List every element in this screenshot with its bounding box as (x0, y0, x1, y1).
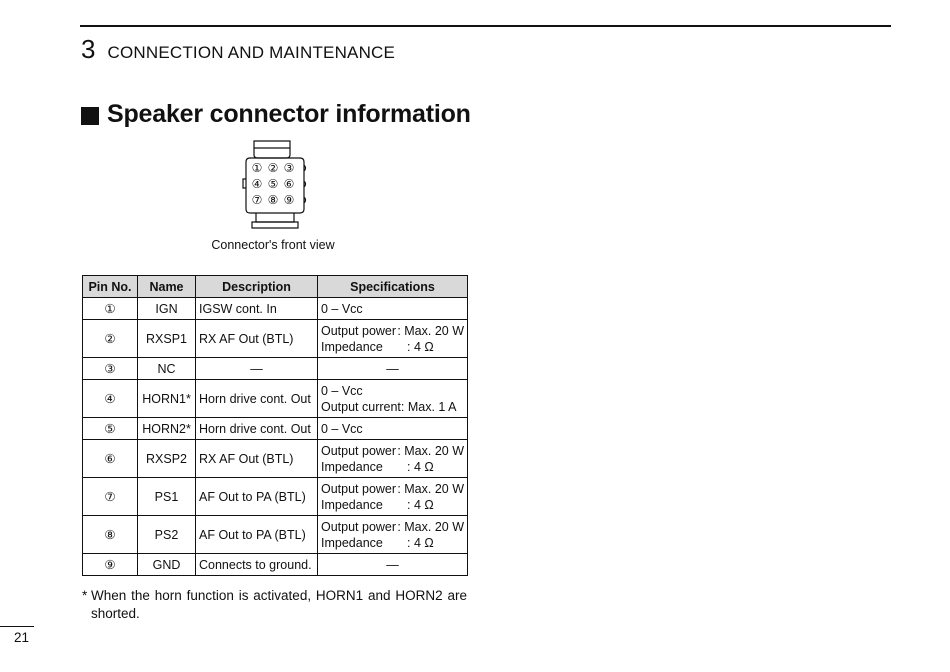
table-row (83, 418, 468, 440)
pin-label: ⑥ (283, 177, 295, 191)
spec-cell (318, 380, 468, 418)
spec-line (321, 459, 464, 475)
spec-line (321, 323, 464, 339)
pin-label: ⑦ (251, 193, 263, 207)
page-number-rule (0, 626, 34, 627)
spec-key: Output power (321, 443, 397, 458)
name-cell: PS2 (138, 516, 196, 554)
spec-line (321, 481, 464, 497)
square-bullet-icon (81, 107, 99, 125)
spec-cell (318, 554, 468, 576)
spec-cell (318, 478, 468, 516)
spec-value: : Max. 20 W (397, 481, 464, 496)
table-row (83, 478, 468, 516)
spec-key: Impedance (321, 535, 383, 550)
top-rule (80, 25, 891, 27)
footnote-marker: * (82, 588, 88, 603)
description-cell: AF Out to PA (BTL) (196, 478, 318, 516)
description-cell: Horn drive cont. Out (196, 380, 318, 418)
spec-line: 0 – Vcc (321, 301, 363, 316)
chapter-number: 3 (81, 34, 96, 64)
table-row (83, 358, 468, 380)
spec-key: Output power (321, 519, 397, 534)
name-cell: HORN2* (138, 418, 196, 440)
section-heading (81, 100, 471, 129)
spec-line: 0 – Vcc (321, 383, 363, 398)
pin-cell: ① (83, 298, 138, 320)
spec-value: : 4 Ω (407, 497, 434, 512)
column-header-specifications: Specifications (318, 276, 468, 298)
connector-base (252, 222, 298, 228)
name-cell: IGN (138, 298, 196, 320)
table-row (83, 440, 468, 478)
pin-cell: ⑦ (83, 478, 138, 516)
pin-label: ④ (251, 177, 263, 191)
pin-cell: ② (83, 320, 138, 358)
page-number: 21 (14, 630, 30, 645)
chapter-heading (81, 34, 395, 65)
footnote-text: When the horn function is activated, HORN1 and HORN2 are shorted. (91, 588, 467, 621)
spec-line: 0 – Vcc (321, 421, 363, 436)
spec-key: Output power (321, 323, 397, 338)
connector-skirt (256, 213, 294, 222)
pin-label: ② (267, 161, 279, 175)
spec-value: : Max. 20 W (397, 519, 464, 534)
name-cell: GND (138, 554, 196, 576)
spec-value: : Max. 20 W (397, 323, 464, 338)
column-header-pin: Pin No. (83, 276, 138, 298)
pin-label: ⑨ (283, 193, 295, 207)
spec-value: : 4 Ω (407, 459, 434, 474)
chapter-title: CONNECTION AND MAINTENANCE (107, 43, 396, 62)
description-cell: Horn drive cont. Out (196, 418, 318, 440)
pin-label: ③ (283, 161, 295, 175)
connector-front-view-diagram (240, 140, 310, 234)
pin-table (82, 275, 468, 576)
connector-latch-base (254, 148, 290, 158)
spec-cell (318, 358, 468, 380)
table-row (83, 516, 468, 554)
spec-key: Impedance (321, 459, 383, 474)
spec-line: Output current: Max. 1 A (321, 399, 457, 414)
column-header-name: Name (138, 276, 196, 298)
name-cell: PS1 (138, 478, 196, 516)
connector-caption: Connector's front view (211, 238, 335, 252)
spec-key: Impedance (321, 497, 383, 512)
spec-value: : 4 Ω (407, 339, 434, 354)
pin-cell: ⑤ (83, 418, 138, 440)
pin-cell: ④ (83, 380, 138, 418)
table-row (83, 554, 468, 576)
spec-value: : Max. 20 W (397, 443, 464, 458)
connector-latch (254, 141, 290, 148)
name-cell: RXSP1 (138, 320, 196, 358)
pin-cell: ⑥ (83, 440, 138, 478)
spec-cell (318, 418, 468, 440)
pin-label: ⑧ (267, 193, 279, 207)
description-cell: AF Out to PA (BTL) (196, 516, 318, 554)
description-cell: — (196, 358, 318, 380)
spec-line (321, 535, 464, 551)
spec-line (321, 497, 464, 513)
spec-value: : 4 Ω (407, 535, 434, 550)
description-cell: IGSW cont. In (196, 298, 318, 320)
table-row (83, 380, 468, 418)
spec-cell (318, 440, 468, 478)
spec-line (321, 443, 464, 459)
table-header-row (83, 276, 468, 298)
name-cell: NC (138, 358, 196, 380)
pin-cell: ③ (83, 358, 138, 380)
spec-key: Impedance (321, 339, 383, 354)
table-row (83, 320, 468, 358)
spec-cell (318, 320, 468, 358)
description-cell: Connects to ground. (196, 554, 318, 576)
footnote (82, 587, 467, 623)
description-cell: RX AF Out (BTL) (196, 320, 318, 358)
spec-cell (318, 516, 468, 554)
spec-cell (318, 298, 468, 320)
spec-line: — (386, 557, 399, 572)
spec-key: Output power (321, 481, 397, 496)
name-cell: RXSP2 (138, 440, 196, 478)
pin-cell: ⑧ (83, 516, 138, 554)
pin-cell: ⑨ (83, 554, 138, 576)
name-cell: HORN1* (138, 380, 196, 418)
pin-label: ① (251, 161, 263, 175)
table-row (83, 298, 468, 320)
description-cell: RX AF Out (BTL) (196, 440, 318, 478)
pin-label: ⑤ (267, 177, 279, 191)
spec-line (321, 519, 464, 535)
column-header-description: Description (196, 276, 318, 298)
spec-line (321, 339, 464, 355)
section-title: Speaker connector information (107, 100, 471, 128)
spec-line: — (386, 361, 399, 376)
